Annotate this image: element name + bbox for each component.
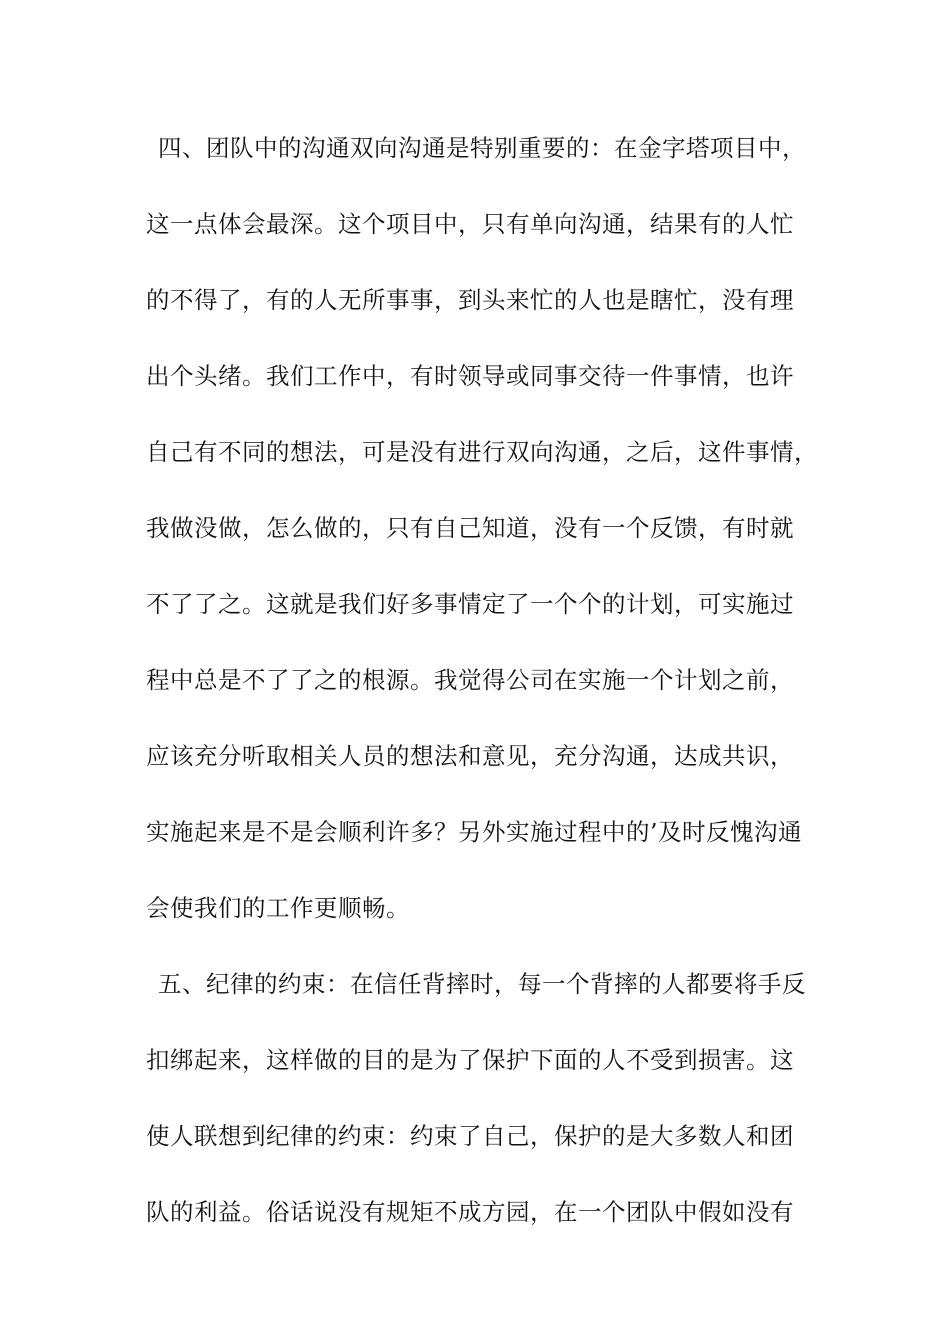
paragraph-4-line-1: 四、团队中的沟通双向沟通是特别重要的：在金字塔项目中，	[158, 134, 806, 162]
paragraph-5-line-4: 队的利益。俗话说没有规矩不成方园，在一个团队中假如没有	[146, 1198, 794, 1226]
paragraph-5-line-3: 使人联想到纪律的约束：约束了自己，保护的是大多数人和团	[146, 1122, 794, 1150]
paragraph-4-line-10: 实施起来是不是会顺利许多？另外实施过程中的’及时反愧沟通	[146, 818, 802, 846]
paragraph-4-line-5: 自己有不同的想法，可是没有进行双向沟通，之后，这件事情，	[146, 438, 818, 466]
paragraph-4-line-2: 这一点体会最深。这个项目中，只有单向沟通，结果有的人忙	[146, 210, 794, 238]
paragraph-5-line-2: 扣绑起来，这样做的目的是为了保护下面的人不受到损害。这	[146, 1046, 794, 1074]
paragraph-4-line-9: 应该充分听取相关人员的想法和意见，充分沟通，达成共识，	[146, 742, 794, 770]
paragraph-4-line-3: 的不得了，有的人无所事事，到头来忙的人也是瞎忙，没有理	[146, 286, 794, 314]
paragraph-5-line-1: 五、纪律的约束：在信任背摔时，每一个背摔的人都要将手反	[158, 970, 806, 998]
paragraph-4-line-4: 出个头绪。我们工作中，有时领导或同事交待一件事情，也许	[146, 362, 794, 390]
paragraph-4-line-8: 程中总是不了了之的根源。我觉得公司在实施一个计划之前，	[146, 666, 794, 694]
paragraph-4-line-11: 会使我们的工作更顺畅。	[146, 894, 410, 922]
paragraph-4-line-7: 不了了之。这就是我们好多事情定了一个个的计划，可实施过	[146, 590, 794, 618]
paragraph-4-line-6: 我做没做，怎么做的，只有自己知道，没有一个反馈，有时就	[146, 514, 794, 542]
